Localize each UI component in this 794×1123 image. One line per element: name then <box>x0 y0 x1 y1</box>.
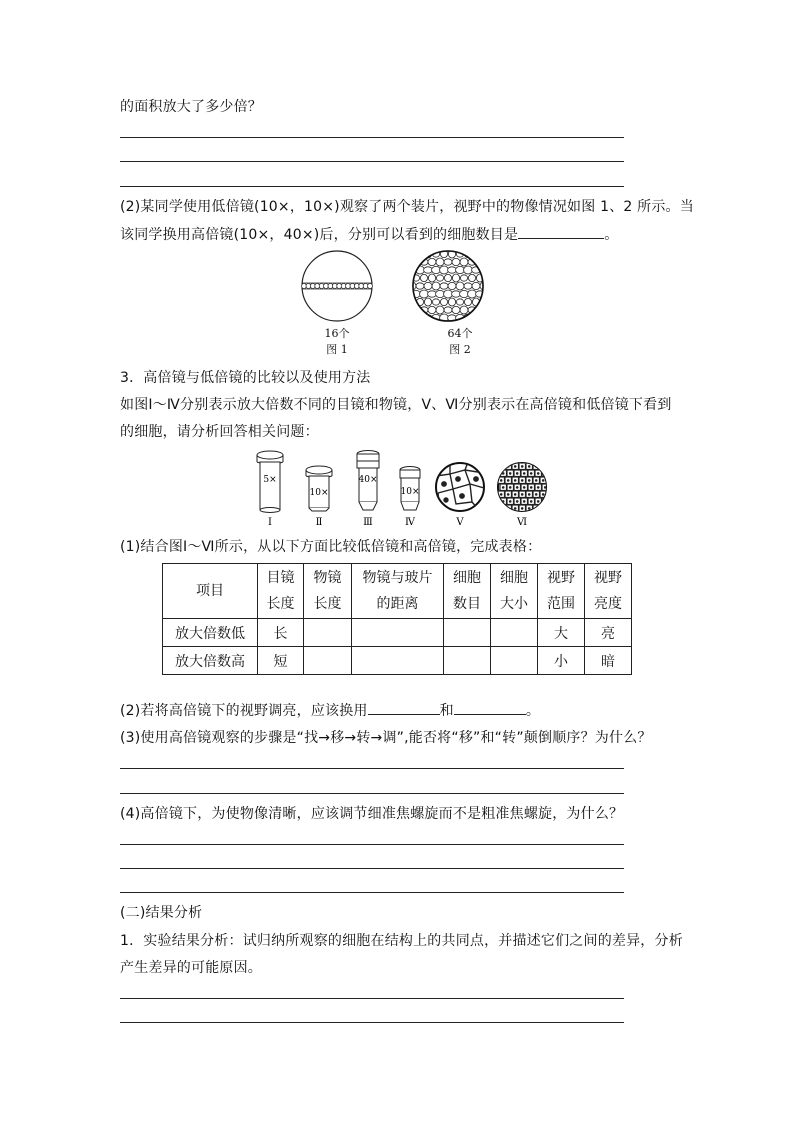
cell <box>460 306 468 314</box>
q2-line1: (2)某同学使用低倍镜(10×，10×)观察了两个装片，视野中的物像情况如图 1、2 所示。当 <box>120 199 694 215</box>
table-cell: 亮 <box>585 619 632 647</box>
cell <box>542 470 549 477</box>
nucleus <box>500 465 503 468</box>
q2-line2-end: 。 <box>604 227 619 243</box>
cell <box>472 250 479 258</box>
answer-line <box>120 793 624 794</box>
nucleus <box>516 486 519 489</box>
cell <box>484 258 490 266</box>
comparison-table <box>162 563 632 675</box>
lens-mark: 10× <box>309 488 329 498</box>
figure-label: Ⅰ <box>268 517 272 528</box>
table-row <box>163 647 632 675</box>
table-header: 物镜 长度 <box>304 564 352 619</box>
nucleus <box>514 479 517 482</box>
part2-q1-line2: 产生差异的可能原因。 <box>120 960 262 976</box>
cell <box>460 275 467 281</box>
cell-chain <box>302 283 373 288</box>
nucleus <box>544 472 547 475</box>
table-cell: 放大倍数低 <box>163 619 258 647</box>
nucleus <box>544 500 547 503</box>
table-header-row <box>163 564 632 619</box>
field-of-view-1 <box>302 251 373 321</box>
table-header: 项目 <box>163 564 258 619</box>
nucleus <box>530 500 533 503</box>
cell <box>424 298 431 306</box>
cell <box>540 505 547 512</box>
table-header: 视野 范围 <box>538 564 585 619</box>
nucleus <box>507 493 510 496</box>
part2-title: (二)结果分析 <box>120 905 203 921</box>
answer-line <box>120 137 624 138</box>
cell <box>432 299 439 305</box>
fig2-count: 64个 <box>447 327 473 340</box>
cell <box>408 251 415 257</box>
answer-line <box>120 1022 624 1023</box>
nucleus <box>516 500 519 503</box>
cell <box>436 306 444 314</box>
cell <box>452 274 459 282</box>
cell <box>420 274 427 281</box>
cell <box>480 314 489 321</box>
cell <box>448 282 456 289</box>
objective-10x <box>400 467 420 511</box>
cell <box>428 258 436 265</box>
microscope-fields-figure <box>290 250 490 330</box>
q3-2-text: (2)若将高倍镜下的视野调亮，应该换用 <box>120 703 368 719</box>
nucleus <box>530 472 533 475</box>
cell <box>444 259 452 265</box>
nucleus <box>537 472 540 475</box>
nucleus <box>542 507 545 510</box>
lens-mark: 5× <box>263 475 277 485</box>
cell <box>428 306 436 313</box>
cell <box>484 290 490 297</box>
part2-q1-line1: 1．实验结果分析：试归纳所观察的细胞在结构上的共同点，并描述它们之间的差异，分析 <box>120 933 683 949</box>
cell <box>476 306 484 313</box>
table-cell: 大 <box>538 619 585 647</box>
answer-line <box>120 186 624 187</box>
nucleus <box>509 472 512 475</box>
answer-line <box>120 892 624 893</box>
figure-label: Ⅲ <box>363 517 373 528</box>
cell <box>460 290 469 297</box>
nucleus <box>500 507 503 510</box>
answer-line <box>120 844 624 845</box>
table-cell: 短 <box>258 647 304 675</box>
cell <box>464 298 471 305</box>
cell <box>498 505 505 512</box>
cell <box>476 258 484 265</box>
nucleus <box>514 465 517 468</box>
nucleus <box>528 493 531 496</box>
figure-label: Ⅱ <box>315 517 323 528</box>
section3-title: 3．高倍镜与低倍镜的比较以及使用方法 <box>120 370 371 386</box>
nucleus <box>509 486 512 489</box>
nucleus <box>521 465 524 468</box>
cell <box>436 290 445 297</box>
answer-blank[interactable] <box>518 224 604 239</box>
objective-40x <box>357 451 379 511</box>
nucleus <box>542 479 545 482</box>
eyepiece-5x <box>257 451 283 513</box>
q3-1-text: (1)结合图Ⅰ～Ⅵ所示，从以下方面比较低倍镜和高倍镜，完成表格： <box>120 539 542 555</box>
cell <box>436 258 444 266</box>
nucleus <box>507 479 510 482</box>
field-high-power <box>436 462 484 511</box>
nucleus <box>528 465 531 468</box>
answer-line <box>120 998 624 999</box>
field-low-power <box>498 463 549 512</box>
cell <box>464 266 473 274</box>
table-cell: 小 <box>538 647 585 675</box>
nucleus <box>500 479 503 482</box>
nucleus <box>528 507 531 510</box>
fig1-count: 16个 <box>324 327 350 340</box>
table-cell-blank[interactable] <box>491 619 538 647</box>
nucleus <box>530 486 533 489</box>
cell <box>408 282 416 290</box>
answer-line <box>120 768 624 769</box>
cell <box>456 282 464 290</box>
cell <box>468 274 475 281</box>
cell <box>480 282 488 290</box>
cell <box>444 290 453 298</box>
fig2-label: 图 2 <box>449 343 471 356</box>
lens-mark: 10× <box>400 487 420 497</box>
nucleus <box>535 493 538 496</box>
cell <box>480 251 487 257</box>
cell <box>432 266 441 273</box>
q3-2-and: 和 <box>439 703 454 719</box>
cell <box>368 283 373 288</box>
nucleus <box>537 500 540 503</box>
q3-4-text: (4)高倍镜下，为使物像清晰，应该调节细准焦螺旋而不是粗准焦螺旋，为什么？ <box>120 806 624 822</box>
nucleus <box>521 507 524 510</box>
cell <box>464 283 472 289</box>
cell <box>416 314 425 322</box>
table-cell: 放大倍数高 <box>163 647 258 675</box>
cell-cluster <box>408 250 490 322</box>
cell <box>432 282 440 290</box>
lens-figure <box>250 448 560 530</box>
answer-line <box>120 868 624 869</box>
cell <box>444 274 451 281</box>
objective-10x-short <box>306 466 332 511</box>
cell <box>484 275 490 281</box>
table-cell-blank[interactable] <box>444 619 491 647</box>
table-header: 细胞 大小 <box>491 564 538 619</box>
cell <box>428 274 435 282</box>
nucleus <box>535 479 538 482</box>
nucleus <box>523 486 526 489</box>
nucleus <box>514 507 517 510</box>
table-cell-blank[interactable] <box>444 647 491 675</box>
nucleus <box>500 493 503 496</box>
q3-3-text: (3)使用高倍镜观察的步骤是“找→移→转→调”,能否将“移”和“转”颠倒顺序？为什么？ <box>120 730 652 746</box>
nucleus <box>521 493 524 496</box>
cell <box>484 306 490 314</box>
nucleus <box>509 500 512 503</box>
table-header: 视野 亮度 <box>585 564 632 619</box>
nucleus <box>542 465 545 468</box>
q3-2-end: 。 <box>525 703 541 719</box>
cell <box>456 266 465 273</box>
section3-intro-line1: 如图Ⅰ～Ⅳ分别表示放大倍数不同的目镜和物镜，Ⅴ、Ⅵ分别表示在高倍镜和低倍镜下看到 <box>120 397 672 413</box>
cell <box>416 283 424 289</box>
cell <box>498 463 505 470</box>
table-cell-blank[interactable] <box>304 619 352 647</box>
cell <box>472 282 480 289</box>
field-of-view-2 <box>408 250 490 322</box>
cell <box>408 314 417 321</box>
cell <box>468 290 477 298</box>
nucleus <box>528 479 531 482</box>
table-row <box>163 619 632 647</box>
cell <box>424 282 432 289</box>
nucleus <box>542 493 545 496</box>
cell <box>420 290 429 298</box>
table-cell-blank[interactable] <box>304 647 352 675</box>
nucleus <box>514 493 517 496</box>
q2-line2 <box>120 224 618 244</box>
nucleus <box>502 486 505 489</box>
nucleus <box>521 479 524 482</box>
cell <box>448 298 455 306</box>
cell <box>452 306 460 313</box>
cell <box>452 291 461 297</box>
cell <box>480 299 487 305</box>
cell <box>448 267 457 273</box>
q2-line2-text: 该同学换用高倍镜(10×，40×)后，分别可以看到的细胞数目是 <box>120 227 519 243</box>
cell <box>408 299 415 305</box>
table-header: 细胞 数目 <box>444 564 491 619</box>
cell <box>412 306 420 314</box>
table-cell-blank[interactable] <box>352 619 444 647</box>
lens-mark: 40× <box>358 475 378 485</box>
figure-label: Ⅵ <box>516 517 528 528</box>
cell <box>412 258 420 266</box>
nucleus <box>523 472 526 475</box>
table-cell: 暗 <box>585 647 632 675</box>
cell <box>444 307 452 313</box>
nucleus <box>523 500 526 503</box>
cell <box>472 315 481 321</box>
cell <box>416 250 423 257</box>
fig1-label: 图 1 <box>326 343 348 356</box>
answer-line <box>120 161 624 162</box>
cell <box>436 275 443 281</box>
cell <box>452 258 460 265</box>
table-header: 物镜与玻片 的距离 <box>352 564 444 619</box>
q3-2-line <box>120 700 540 720</box>
section3-intro-line2: 的细胞，请分析回答相关问题： <box>120 424 319 440</box>
cell <box>460 258 468 266</box>
cell-grid <box>498 463 549 512</box>
table-header: 目镜 长度 <box>258 564 304 619</box>
nucleus <box>537 486 540 489</box>
cell <box>440 298 447 305</box>
cell <box>424 267 433 273</box>
q1-tail-text: 的面积放大了多少倍？ <box>120 99 262 115</box>
answer-blank[interactable] <box>368 700 440 715</box>
cell <box>456 299 463 305</box>
table-cell-blank[interactable] <box>491 647 538 675</box>
answer-blank[interactable] <box>454 700 526 715</box>
nucleus <box>516 472 519 475</box>
cell <box>428 291 437 297</box>
cell <box>540 463 547 470</box>
figure-label: Ⅳ <box>405 517 415 528</box>
figure-label: Ⅴ <box>456 517 464 528</box>
table-cell-blank[interactable] <box>352 647 444 675</box>
table-cell: 长 <box>258 619 304 647</box>
cell <box>440 266 449 274</box>
cell <box>440 283 448 289</box>
